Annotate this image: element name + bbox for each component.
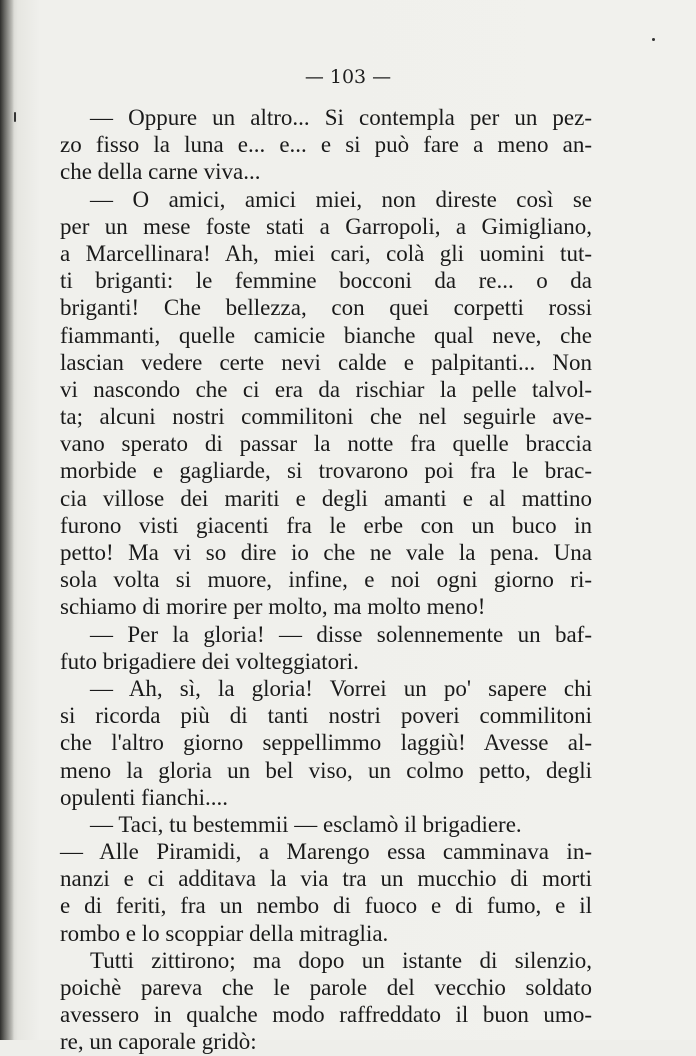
- text-line: morbide e gagliarde, si trovarono poi fra le brac-: [60, 458, 592, 484]
- body-text: [60, 104, 592, 1056]
- paper-speck: [652, 38, 655, 41]
- text-line: per un mese foste stati a Garropoli, a Gimigliano,: [60, 213, 592, 239]
- text-line: — Taci, tu bestemmii — esclamò il brigadiere.: [90, 811, 522, 837]
- text-line: rombo e lo scoppiar della mitraglia.: [60, 920, 389, 946]
- text-line: zo fisso la luna e... e... e si può fare a meno an-: [60, 132, 592, 158]
- text-line: avessero in qualche modo raffreddato il buon umo-: [60, 1002, 592, 1028]
- text-line: petto! Ma vi so dire io che ne vale la pena. Una: [60, 540, 592, 565]
- text-line: lascian vedere certe nevi calde e palpitanti... Non: [60, 349, 592, 375]
- text-line: ti briganti: le femmine bocconi da re... o da: [60, 268, 592, 294]
- text-line: e di feriti, fra un nembo di fuoco e di fumo, e il: [60, 893, 592, 919]
- text-line: — Ah, sì, la gloria! Vorrei un po' sapere chi: [90, 675, 592, 701]
- text-line: — Per la gloria! — disse solennemente un baf-: [90, 621, 592, 647]
- text-line: fiammanti, quelle camicie bianche qual neve, che: [60, 322, 592, 348]
- text-line: si ricorda più di tanti nostri poveri commilitoni: [60, 703, 592, 729]
- text-line: — Alle Piramidi, a Marengo essa camminava in-: [60, 839, 592, 865]
- text-line: vi nascondo che ci era da rischiar la pelle talvol-: [60, 376, 592, 402]
- text-line: futo brigadiere dei volteggiatori.: [60, 648, 359, 674]
- text-line: meno la gloria un bel viso, un colmo petto, degli: [60, 757, 592, 783]
- text-line: che l'altro giorno seppellimmo laggiù! Avesse al-: [60, 730, 592, 756]
- text-line: Tutti zittirono; ma dopo un istante di silenzio,: [90, 947, 592, 973]
- text-line: — O amici, amici miei, non direste così se: [90, 186, 592, 212]
- text-line: a Marcellinara! Ah, miei cari, colà gli uomini tut-: [60, 240, 592, 266]
- text-line: re, un caporale gridò:: [60, 1029, 257, 1055]
- text-line: vano sperato di passar la notte fra quelle braccia: [60, 431, 592, 457]
- text-line: opulenti fianchi....: [60, 784, 228, 810]
- text-line: poichè pareva che le parole del vecchio soldato: [60, 975, 592, 1000]
- text-line: nanzi e ci additava la via tra un mucchio di morti: [60, 866, 592, 892]
- paper-speck: [14, 112, 16, 122]
- binding-gutter: [0, 0, 14, 1040]
- text-line: sola volta si muore, infine, e noi ogni giorno ri-: [60, 567, 592, 593]
- text-line: ta; alcuni nostri commilitoni che nel seguirle ave-: [60, 404, 592, 430]
- text-line: — Oppure un altro... Si contempla per un pez-: [90, 105, 592, 130]
- page-number: — 103 —: [304, 66, 392, 88]
- text-line: briganti! Che bellezza, con quei corpetti rossi: [60, 295, 592, 321]
- text-line: furono visti giacenti fra le erbe con un buco in: [60, 512, 592, 538]
- text-line: schiamo di morire per molto, ma molto meno!: [60, 594, 486, 620]
- text-line: cia villose dei mariti e degli amanti e al mattino: [60, 485, 592, 511]
- text-line: che della carne viva...: [60, 159, 261, 185]
